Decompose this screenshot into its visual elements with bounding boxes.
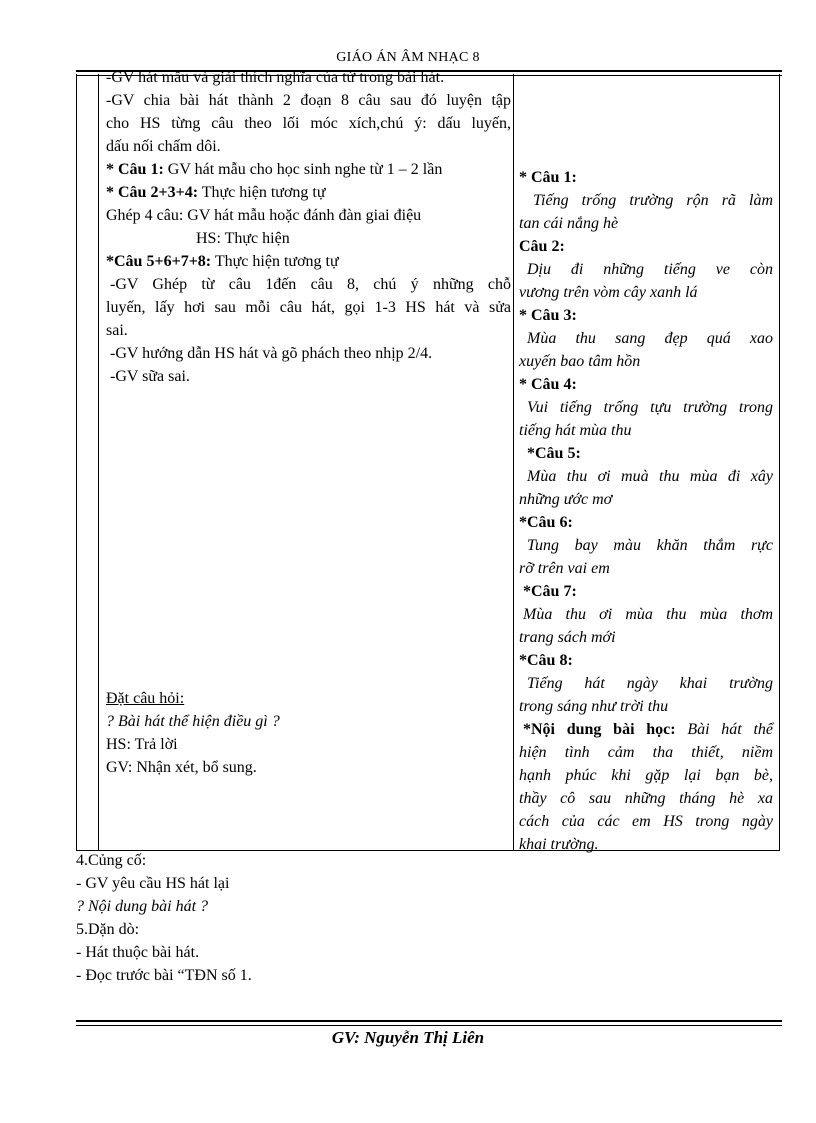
left-line: -GV hát mẫu và giải thích nghĩa của từ trong bài hát.: [106, 69, 445, 86]
lyric-line: Dịu đi những tiếng ve còn: [527, 261, 773, 278]
lesson-content-label: *Nội dung bài học:: [523, 721, 676, 738]
section-line: - Hát thuộc bài hát.: [76, 944, 200, 961]
lesson-content-line: hạnh phúc khi gặp lại bạn bè,: [519, 767, 773, 784]
lyric-line: Mùa thu ơi muà thu mùa đi xây: [527, 468, 773, 485]
lyric-line: Vui tiếng trống tựu trường trong: [527, 399, 773, 416]
left-spacer: [106, 388, 511, 687]
lyric-label: *Câu 5:: [527, 445, 581, 462]
cau1-line: [106, 158, 511, 181]
section-line: - GV yêu cầu HS hát lại: [76, 875, 230, 892]
lyric-line: trong sáng như trời thu: [519, 698, 669, 715]
lyric-line: Mùa thu sang đẹp quá xao: [527, 330, 773, 347]
left-line: luyến, lấy hơi sau mỗi câu hát, gọi 1-3 HS hát và sửa: [106, 299, 511, 316]
cau1-label: * Câu 1:: [106, 161, 164, 178]
cau1-text: GV hát mẫu cho học sinh nghe từ 1 – 2 lần: [163, 161, 443, 178]
footer-teacher-name: GV: Nguyễn Thị Liên: [331, 1028, 485, 1047]
consolidation-section: [76, 849, 776, 987]
teacher-activities-column: [106, 69, 511, 779]
left-line: -GV hướng dẫn HS hát và gõ phách theo nhịp 2/4.: [110, 345, 433, 362]
lyric-line: Tiếng trống trường rộn rã làm: [533, 192, 773, 209]
lyric-label: * Câu 4:: [519, 376, 577, 393]
cau58-line: [106, 250, 511, 273]
lesson-content-line: thầy cô sau những tháng hè xa: [519, 790, 773, 807]
table-border-left: [76, 74, 77, 851]
lyric-line: Mùa thu ơi mùa thu mùa thơm: [523, 606, 773, 623]
lyric-label: * Câu 3:: [519, 307, 577, 324]
lyric-line: Tiếng hát ngày khai trường: [527, 675, 773, 692]
lyric-label: *Câu 7:: [523, 583, 577, 600]
lesson-content-line: khai trường.: [519, 836, 599, 853]
left-line: HS: Trả lời: [106, 736, 178, 753]
cau234-label: * Câu 2+3+4:: [106, 184, 199, 201]
footer-rule: [76, 1020, 782, 1026]
section-heading: 5.Dặn dò:: [76, 921, 140, 938]
left-line: cho HS từng câu theo lối móc xích,chú ý: dấu luyến,: [106, 115, 511, 132]
lyric-label: *Câu 6:: [519, 514, 573, 531]
question-text: ? Bài hát thể hiện điều gì ?: [106, 713, 280, 730]
left-line: -GV sữa sai.: [110, 368, 190, 385]
lesson-table: [76, 69, 780, 853]
left-line: sai.: [106, 322, 128, 339]
left-line: -GV chia bài hát thành 2 đoạn 8 câu sau đó luyện tập: [106, 92, 511, 109]
ghep4-line: Ghép 4 câu: GV hát mẫu hoặc đánh đàn giai điệu: [106, 207, 422, 224]
lyrics-column: [519, 74, 773, 856]
right-spacer: [519, 74, 773, 166]
lyric-line: vương trên vòm cây xanh lá: [519, 284, 698, 301]
left-line: GV: Nhận xét, bổ sung.: [106, 759, 257, 776]
lyric-line: xuyến bao tâm hồn: [519, 353, 641, 370]
lyric-line: trang sách mới: [519, 629, 616, 646]
left-line: dấu nối chấm dôi.: [106, 138, 221, 155]
lesson-content-line: cách của các em HS trong ngày: [519, 813, 773, 830]
lyric-label: * Câu 1:: [519, 169, 577, 186]
page-header-title: GIÁO ÁN ÂM NHẠC 8: [336, 50, 480, 65]
section-line: - Đọc trước bài “TĐN số 1.: [76, 967, 252, 984]
hs-thuchien-line: HS: Thực hiện: [196, 230, 290, 247]
cau234-line: [106, 181, 511, 204]
table-border-right: [779, 74, 780, 851]
lyric-line: tan cái nắng hè: [519, 215, 619, 232]
cau234-text: Thực hiện tương tự: [198, 184, 326, 201]
lyric-label: Câu 2:: [519, 238, 565, 255]
lesson-content-text: Bài hát thể: [675, 721, 773, 738]
lyric-line: những ước mơ: [519, 491, 613, 508]
left-line: -GV Ghép từ câu 1đến câu 8, chú ý những chỗ: [110, 276, 511, 293]
table-column-divider: [513, 74, 514, 851]
question-heading: Đặt câu hỏi:: [106, 690, 185, 707]
cau58-text: Thực hiện tương tự: [211, 253, 339, 270]
lyric-label: *Câu 8:: [519, 652, 573, 669]
lyric-line: Tung bay màu khăn thắm rực: [527, 537, 773, 554]
section-heading: 4.Củng cố:: [76, 852, 147, 869]
lyric-line: tiếng hát mùa thu: [519, 422, 632, 439]
cau58-label: *Câu 5+6+7+8:: [106, 253, 212, 270]
lyric-line: rỡ trên vai em: [519, 560, 610, 577]
table-inner-border: [98, 74, 99, 851]
lesson-content-line: [519, 718, 773, 741]
lesson-content-line: hiện tình cảm tha thiết, niềm: [519, 744, 773, 761]
section-question: ? Nội dung bài hát ?: [76, 898, 209, 915]
